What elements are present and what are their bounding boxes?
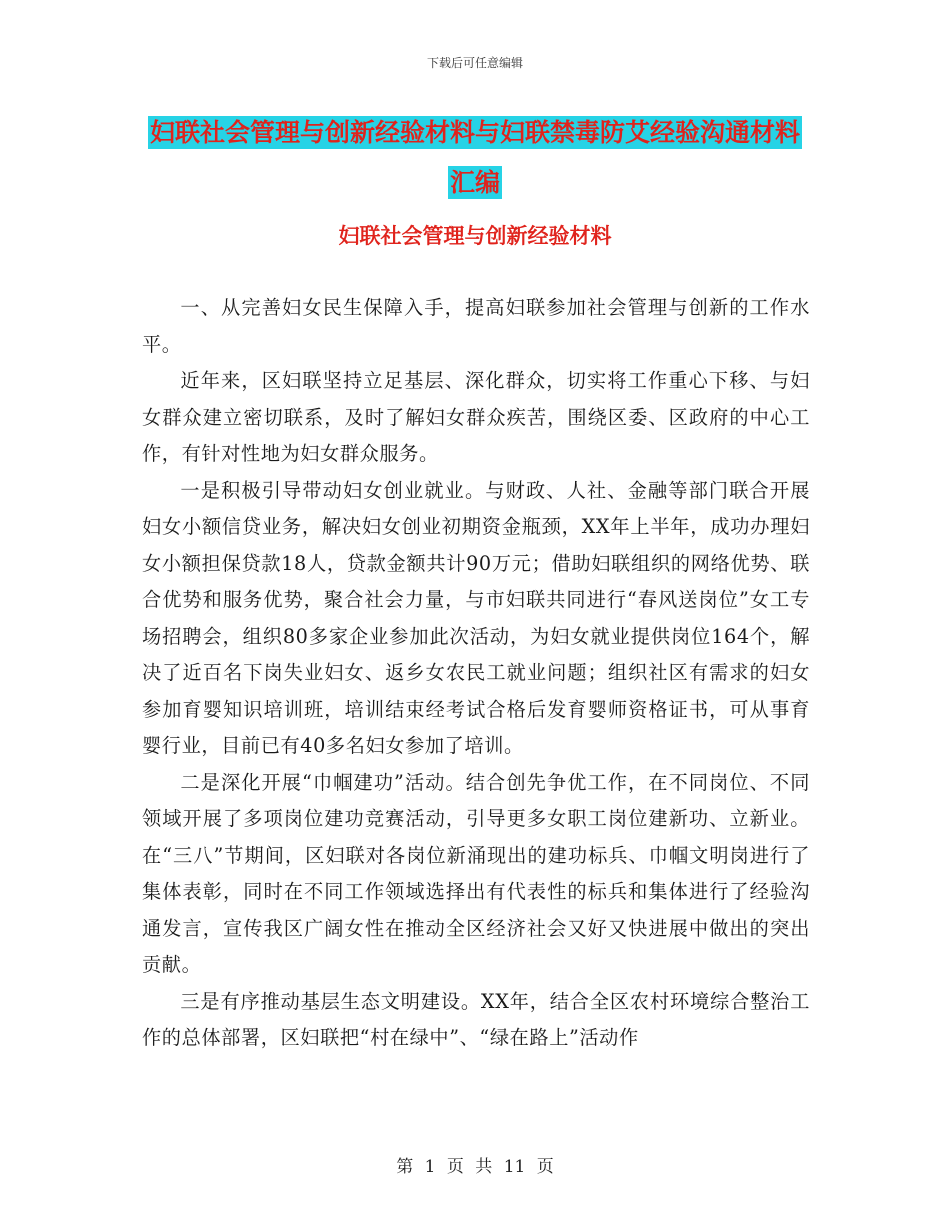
document-body — [142, 290, 810, 1057]
paragraph: 近年来，区妇联坚持立足基层、深化群众，切实将工作重心下移、与妇女群众建立密切联系，及时了解妇女群众疾苦，围绕区委、区政府的中心工作，有针对性地为妇女群众服务。 — [142, 369, 810, 465]
document-title-text: 妇联社会管理与创新经验材料与妇联禁毒防艾经验沟通材料汇编 — [149, 118, 800, 197]
document-title — [140, 108, 810, 208]
page-number: 第 1 页 共 11 页 — [396, 1157, 554, 1177]
paragraph: 三是有序推动基层生态文明建设。XX年，结合全区农村环境综合整治工作的总体部署，区妇联把“村在绿中”、“绿在路上”活动作 — [142, 989, 810, 1049]
header-note: 下载后可任意编辑 — [426, 56, 523, 70]
paragraph: 一、从完善妇女民生保障入手，提高妇联参加社会管理与创新的工作水平。 — [142, 296, 810, 356]
paragraph: 一是积极引导带动妇女创业就业。与财政、人社、金融等部门联合开展妇女小额信贷业务，解决妇女创业初期资金瓶颈，XX年上半年，成功办理妇女小额担保贷款18人，贷款金额共计90万元；借助妇联组织的网络优势、联合优势和服务优势，聚合社会力量，与市妇联共同进行“春风送岗位”女工专场招聘会，组织80多家企业参加此次活动，为妇女就业提供岗位164个，解决了近百名下岗失业妇女、返乡女农民工就业问题；组织社区有需求的妇女参加育婴知识培训班，培训结束经考试合格后发育婴师资格证书，可从事育婴行业，目前已有40多名妇女参加了培训。 — [142, 478, 810, 757]
section-title: 妇联社会管理与创新经验材料 — [338, 223, 612, 248]
paragraph: 二是深化开展“巾帼建功”活动。结合创先争优工作，在不同岗位、不同领域开展了多项岗位建功竞赛活动，引导更多女职工岗位建新功、立新业。在“三八”节期间，区妇联对各岗位新涌现出的建功标兵、巾帼文明岗进行了集体表彰，同时在不同工作领域选择出有代表性的标兵和集体进行了经验沟通发言，宣传我区广阔女性在推动全区经济社会又好又快进展中做出的突出贡献。 — [142, 770, 810, 976]
